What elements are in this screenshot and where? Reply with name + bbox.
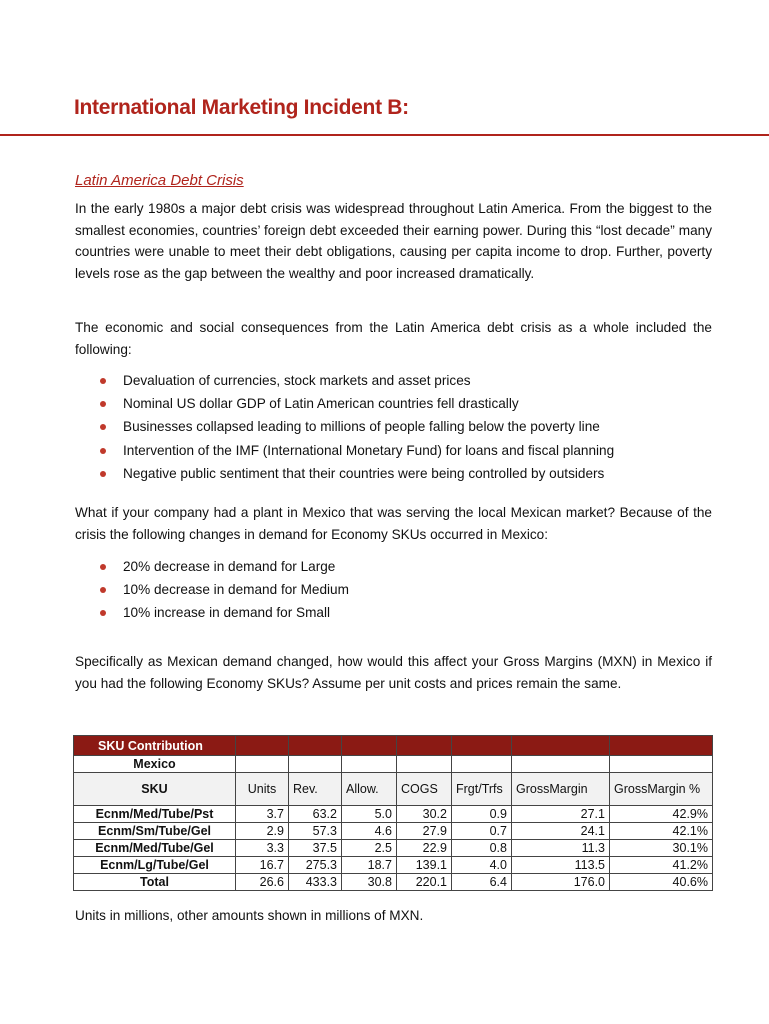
- value-cell: 41.2%: [610, 857, 713, 874]
- sku-name-cell: Ecnm/Sm/Tube/Gel: [74, 823, 236, 840]
- value-cell: 30.1%: [610, 840, 713, 857]
- value-cell: 5.0: [342, 806, 397, 823]
- table-title: SKU Contribution: [74, 736, 236, 756]
- question-paragraph: What if your company had a plant in Mexico that was serving the local Mexican market? Because of the crisis the following changes in demand for Economy SKUs occurred in Mexico:: [75, 505, 712, 542]
- value-cell: 220.1: [397, 874, 452, 891]
- sku-name-cell: Ecnm/Lg/Tube/Gel: [74, 857, 236, 874]
- table-row: [74, 874, 713, 891]
- table-row: [74, 857, 713, 874]
- value-cell: 37.5: [289, 840, 342, 857]
- value-cell: 27.9: [397, 823, 452, 840]
- column-header: Units: [236, 773, 289, 806]
- value-cell: 6.4: [452, 874, 512, 891]
- value-cell: 22.9: [397, 840, 452, 857]
- sku-name-cell: Total: [74, 874, 236, 891]
- value-cell: 0.9: [452, 806, 512, 823]
- value-cell: 27.1: [512, 806, 610, 823]
- value-cell: 16.7: [236, 857, 289, 874]
- sku-name-cell: Ecnm/Med/Tube/Gel: [74, 840, 236, 857]
- section-heading: Latin America Debt Crisis: [75, 172, 244, 189]
- value-cell: 4.6: [342, 823, 397, 840]
- value-cell: 30.8: [342, 874, 397, 891]
- region-row: [74, 756, 713, 773]
- demand-changes-list: [97, 555, 349, 625]
- table-note: Units in millions, other amounts shown in millions of MXN.: [75, 908, 424, 923]
- value-cell: 113.5: [512, 857, 610, 874]
- list-item: 10% increase in demand for Small: [97, 601, 349, 624]
- consequences-paragraph: The economic and social consequences from the Latin America debt crisis as a whole included the following:: [75, 320, 712, 357]
- task-paragraph: Specifically as Mexican demand changed, how would this affect your Gross Margins (MXN) in Mexico if you had the following Economy SKUs? Assume per unit costs and prices remain the same.: [75, 654, 712, 691]
- list-item: 20% decrease in demand for Large: [97, 555, 349, 578]
- value-cell: 139.1: [397, 857, 452, 874]
- list-item: Businesses collapsed leading to millions of people falling below the poverty line: [97, 415, 614, 438]
- value-cell: 24.1: [512, 823, 610, 840]
- value-cell: 0.8: [452, 840, 512, 857]
- value-cell: 176.0: [512, 874, 610, 891]
- value-cell: 3.3: [236, 840, 289, 857]
- list-item: Nominal US dollar GDP of Latin American countries fell drastically: [97, 392, 614, 415]
- consequences-list: [97, 369, 614, 485]
- value-cell: 40.6%: [610, 874, 713, 891]
- value-cell: 30.2: [397, 806, 452, 823]
- list-item: Negative public sentiment that their countries were being controlled by outsiders: [97, 462, 614, 485]
- column-header: GrossMargin: [512, 773, 610, 806]
- region-label: Mexico: [74, 756, 236, 773]
- table-row: [74, 823, 713, 840]
- column-header: Frgt/Trfs: [452, 773, 512, 806]
- table-title-row: [74, 736, 713, 756]
- sku-contribution-table: [73, 735, 713, 891]
- value-cell: 63.2: [289, 806, 342, 823]
- value-cell: 4.0: [452, 857, 512, 874]
- value-cell: 26.6: [236, 874, 289, 891]
- value-cell: 57.3: [289, 823, 342, 840]
- value-cell: 275.3: [289, 857, 342, 874]
- value-cell: 11.3: [512, 840, 610, 857]
- table-row: [74, 840, 713, 857]
- list-item: Devaluation of currencies, stock markets and asset prices: [97, 369, 614, 392]
- value-cell: 2.9: [236, 823, 289, 840]
- column-header: COGS: [397, 773, 452, 806]
- list-item: 10% decrease in demand for Medium: [97, 578, 349, 601]
- value-cell: 433.3: [289, 874, 342, 891]
- title-divider: [0, 134, 769, 136]
- table-row: [74, 806, 713, 823]
- value-cell: 18.7: [342, 857, 397, 874]
- value-cell: 3.7: [236, 806, 289, 823]
- intro-paragraph: In the early 1980s a major debt crisis was widespread throughout Latin America. From the biggest to the smallest economies, countries’ foreign debt exceeded their earning power. During this “lost decade” many countries were unable to meet their debt obligations, causing per capita income to drop. Further, poverty levels rose as the gap between the wealthy and poor increased dramatically.: [75, 201, 712, 281]
- column-header: SKU: [74, 773, 236, 806]
- value-cell: 42.9%: [610, 806, 713, 823]
- value-cell: 2.5: [342, 840, 397, 857]
- value-cell: 0.7: [452, 823, 512, 840]
- list-item: Intervention of the IMF (International Monetary Fund) for loans and fiscal planning: [97, 439, 614, 462]
- column-header: Allow.: [342, 773, 397, 806]
- sku-name-cell: Ecnm/Med/Tube/Pst: [74, 806, 236, 823]
- page-title: International Marketing Incident B:: [74, 96, 409, 119]
- table-header-row: [74, 773, 713, 806]
- column-header: Rev.: [289, 773, 342, 806]
- value-cell: 42.1%: [610, 823, 713, 840]
- column-header: GrossMargin %: [610, 773, 713, 806]
